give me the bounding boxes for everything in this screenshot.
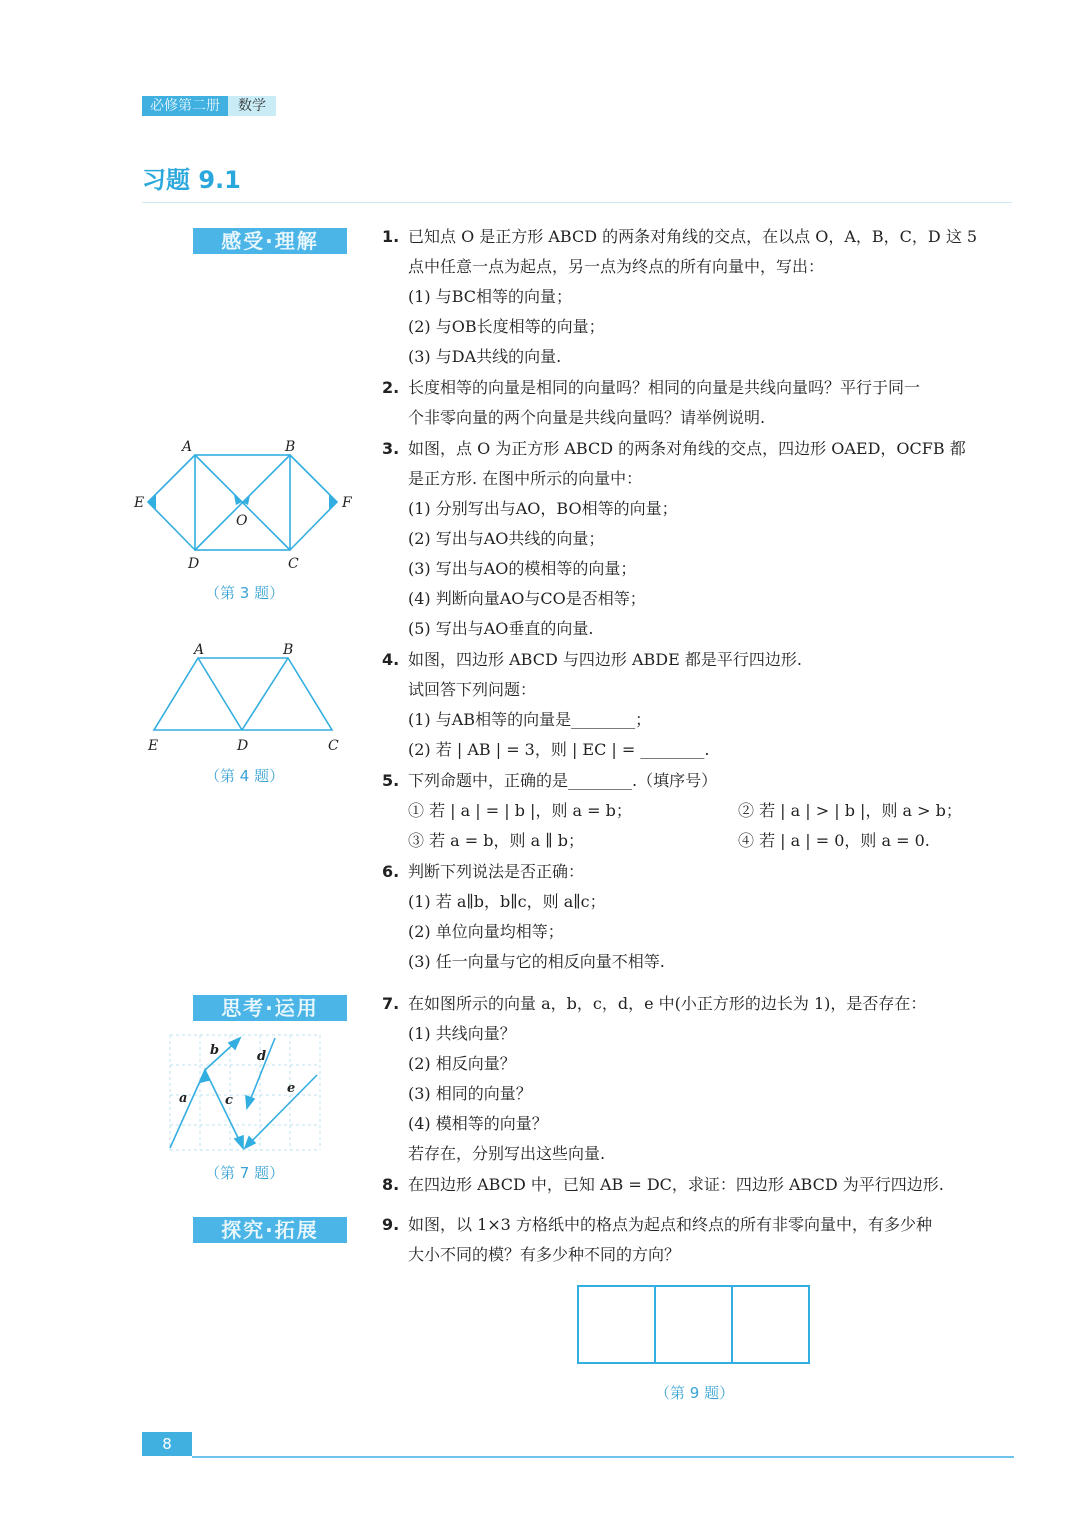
section-title: 习题 9.1 <box>142 166 241 194</box>
q5-options-row2 <box>408 826 1022 856</box>
fig4-line-ad <box>198 658 242 730</box>
subject-label: 数学 <box>228 96 276 116</box>
q3-line2: 是正方形. 在图中所示的向量中： <box>408 469 643 488</box>
tag-understand: 感受·理解 <box>193 228 347 254</box>
fig7-vector-c <box>205 1070 243 1148</box>
question-3 <box>382 434 1022 644</box>
fig4-label-d: D <box>237 738 249 754</box>
fig7-label-d: d <box>257 1049 267 1064</box>
fig4-label-e: E <box>148 738 159 754</box>
q7-sub1: (1) 共线向量？ <box>408 1024 516 1043</box>
question-9 <box>382 1210 1022 1270</box>
q2-line2: 个非零向量的两个向量是共线向量吗？请举例说明. <box>408 408 766 427</box>
fig4-label-c: C <box>328 738 339 754</box>
fig7-label-c: c <box>225 1093 233 1108</box>
question-4 <box>382 645 1022 765</box>
q3-sub2: (2) 写出与AO共线的向量； <box>408 529 605 548</box>
figure-9 <box>574 1282 814 1368</box>
question-6 <box>382 857 1022 977</box>
fig9-outer-rect <box>578 1286 809 1363</box>
q4-sub1: (1) 与AB相等的向量是________； <box>408 710 652 729</box>
fig3-label-o: O <box>236 513 248 529</box>
q8-number: 8. <box>382 1175 400 1194</box>
fig7-arrowhead-a <box>201 1070 209 1082</box>
caption-fig4: （第 4 题） <box>205 767 285 785</box>
q3-sub3: (3) 写出与AO的模相等的向量； <box>408 559 637 578</box>
fig7-arrowhead-d <box>246 1096 254 1108</box>
q9-line1: 如图，以 1×3 方格纸中的格点为起点和终点的所有非零向量中，有多少种 <box>408 1215 932 1234</box>
q2-number: 2. <box>382 378 400 397</box>
q3-line1: 如图，点 O 为正方形 ABCD 的两条对角线的交点，四边形 OAED，OCFB 都 <box>408 439 966 458</box>
q9-number: 9. <box>382 1215 400 1234</box>
q6-number: 6. <box>382 862 400 881</box>
q3-number: 3. <box>382 439 400 458</box>
fig7-label-b: b <box>210 1043 220 1058</box>
fig3-label-f: F <box>342 495 352 511</box>
q1-line2: 点中任意一点为起点，另一点为终点的所有向量中，写出： <box>408 257 825 276</box>
q6-line1: 判断下列说法是否正确： <box>408 862 585 881</box>
fig4-trapezoid <box>154 658 332 730</box>
book-label: 必修第二册 <box>142 96 228 116</box>
q5-option1: ① 若 | a | = | b |，则 a = b； <box>408 801 632 820</box>
figure-4 <box>140 638 350 758</box>
question-1 <box>382 222 1022 372</box>
q6-sub1: (1) 若 a∥b，b∥c，则 a∥c； <box>408 892 606 911</box>
running-header <box>142 96 276 116</box>
footer-rule <box>192 1456 1014 1458</box>
fig3-label-e: E <box>134 495 145 511</box>
q1-number: 1. <box>382 227 400 246</box>
figure-3 <box>130 435 360 580</box>
q1-sub3: (3) 与DA共线的向量. <box>408 347 562 366</box>
page-number: 8 <box>142 1432 192 1456</box>
question-7 <box>382 989 1022 1169</box>
q1-sub2: (2) 与OB长度相等的向量； <box>408 317 605 336</box>
fig3-label-d: D <box>188 556 200 572</box>
title-divider <box>142 202 1012 203</box>
fig4-label-b: B <box>283 642 294 658</box>
question-5 <box>382 766 1022 856</box>
q7-number: 7. <box>382 994 400 1013</box>
caption-fig9: （第 9 题） <box>655 1384 735 1402</box>
question-8 <box>382 1170 1022 1200</box>
q7-line2: 若存在，分别写出这些向量. <box>408 1144 606 1163</box>
q5-number: 5. <box>382 771 400 790</box>
q4-sub2: (2) 若 | AB | = 3，则 | EC | = ________. <box>408 740 710 759</box>
q7-sub3: (3) 相同的向量？ <box>408 1084 532 1103</box>
q7-line1: 在如图所示的向量 a，b，c，d，e 中(小正方形的边长为 1)，是否存在： <box>408 994 927 1013</box>
q5-option4: ④ 若 | a | = 0，则 a = 0. <box>738 831 930 850</box>
figure-7 <box>165 1030 325 1155</box>
q4-line2: 试回答下列问题： <box>408 680 537 699</box>
fig7-label-e: e <box>287 1081 296 1096</box>
fig3-label-b: B <box>285 439 296 455</box>
q8-line1: 在四边形 ABCD 中，已知 AB = DC，求证：四边形 ABCD 为平行四边形. <box>408 1175 944 1194</box>
q4-number: 4. <box>382 650 400 669</box>
q1-sub1: (1) 与BC相等的向量； <box>408 287 573 306</box>
fig7-label-a: a <box>179 1091 188 1106</box>
q5-options-row1 <box>408 796 1022 826</box>
fig3-label-a: A <box>182 439 193 455</box>
q5-option2: ② 若 | a | > | b |，则 a > b； <box>738 801 962 820</box>
fig4-line-bd <box>242 658 288 730</box>
tag-apply: 思考·运用 <box>193 995 347 1021</box>
fig7-arrowhead-c <box>235 1136 243 1148</box>
q6-sub3: (3) 任一向量与它的相反向量不相等. <box>408 952 665 971</box>
q5-option3: ③ 若 a = b，则 a ∥ b； <box>408 831 584 850</box>
q6-sub2: (2) 单位向量均相等； <box>408 922 564 941</box>
q5-line1: 下列命题中，正确的是________.（填序号） <box>408 771 718 790</box>
q1-line1: 已知点 O 是正方形 ABCD 的两条对角线的交点，在以点 O，A，B，C，D 这 5 <box>408 227 978 246</box>
question-2 <box>382 373 1022 433</box>
q7-sub2: (2) 相反向量？ <box>408 1054 516 1073</box>
q3-sub5: (5) 写出与AO垂直的向量. <box>408 619 594 638</box>
q9-line2: 大小不同的模？有多少种不同的方向？ <box>408 1245 681 1264</box>
fig3-label-c: C <box>288 556 299 572</box>
q3-sub1: (1) 分别写出与AO，BO相等的向量； <box>408 499 678 518</box>
tag-explore: 探究·拓展 <box>193 1217 347 1243</box>
caption-fig3: （第 3 题） <box>205 584 285 602</box>
q2-line1: 长度相等的向量是相同的向量吗？相同的向量是共线向量吗？平行于同一 <box>408 378 921 397</box>
q7-sub4: (4) 模相等的向量？ <box>408 1114 548 1133</box>
fig4-label-a: A <box>194 642 205 658</box>
q4-line1: 如图，四边形 ABCD 与四边形 ABDE 都是平行四边形. <box>408 650 802 669</box>
caption-fig7: （第 7 题） <box>205 1164 285 1182</box>
q3-sub4: (4) 判断向量AO与CO是否相等； <box>408 589 646 608</box>
